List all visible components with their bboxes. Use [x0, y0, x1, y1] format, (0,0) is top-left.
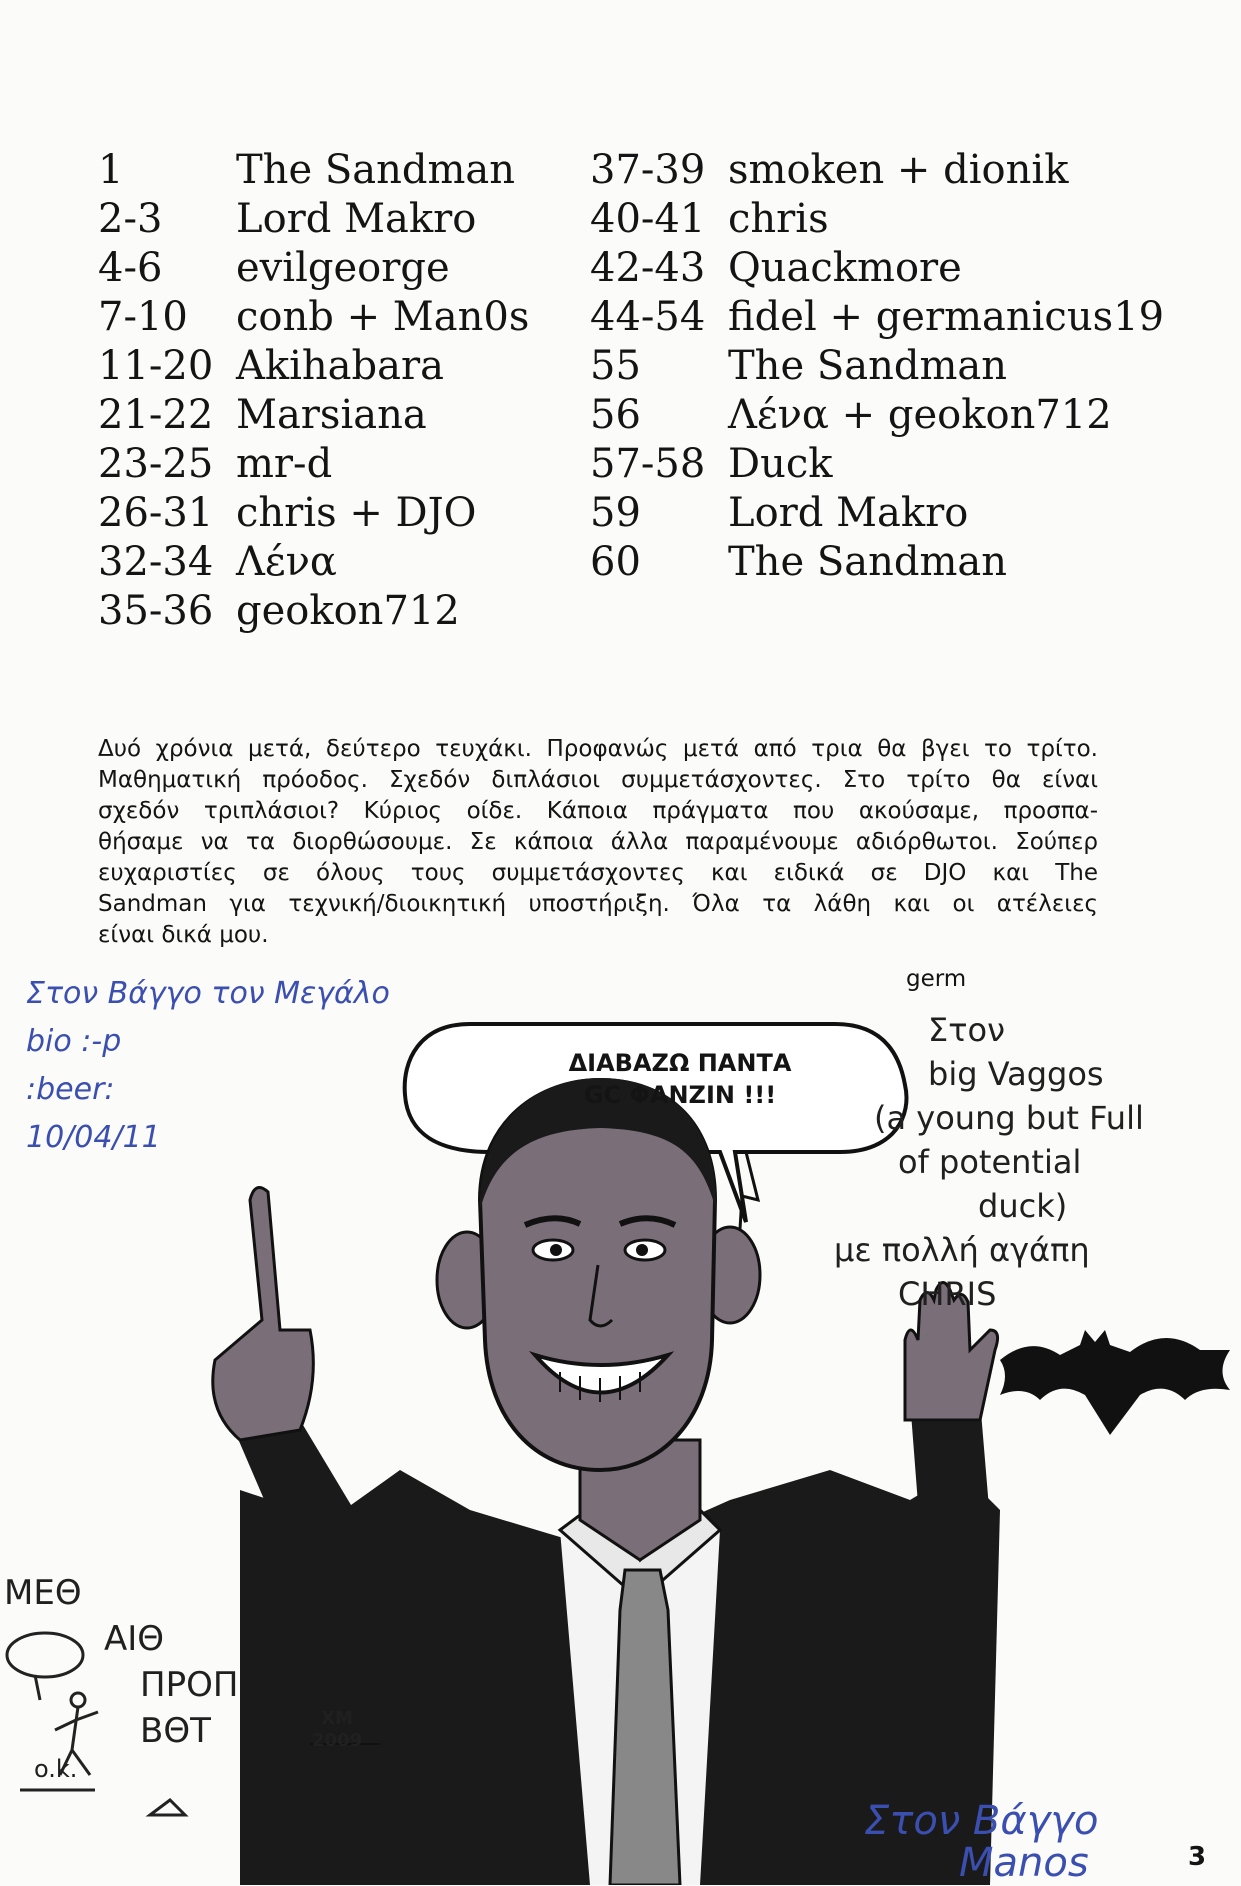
note-line: big Vaggos	[928, 1055, 1104, 1093]
editorial-line: θήσαμε να τα διορθώσουμε. Σε κάποια άλλα παραμένουμε αδιόρθωτοι. Σούπερ	[98, 829, 1098, 855]
tie	[610, 1570, 680, 1885]
speech-line: ΔΙΑΒΑΖΩ ΠΑΝΤΑ	[568, 1049, 792, 1077]
credit-pages: 1	[98, 147, 124, 193]
note-line: (a young but Full	[874, 1099, 1144, 1137]
artist-signature: XM 2009	[312, 1708, 363, 1751]
editorial-line: είναι δικά μου.	[98, 922, 269, 948]
credit-pages: 21-22	[98, 392, 214, 438]
credit-authors: smoken + dionik	[728, 147, 1069, 193]
editorial-signature: germ	[906, 966, 967, 992]
speech-bubble-text	[440, 1047, 920, 1111]
credit-pages: 7-10	[98, 294, 188, 340]
credit-pages: 32-34	[98, 539, 214, 585]
note-line: Στον Βάγγο	[864, 1798, 1099, 1844]
note-line: 10/04/11	[26, 1120, 161, 1155]
credit-authors: chris + DJO	[236, 490, 477, 536]
credit-authors: geokon712	[236, 588, 460, 634]
note-line: Στον Βάγγο τον Μεγάλο	[26, 976, 390, 1011]
credit-pages: 11-20	[98, 343, 214, 389]
credit-authors: Duck	[728, 441, 833, 487]
credit-pages: 55	[590, 343, 641, 389]
editorial-line: ευχαριστίες σε όλους τους συμμετάσχοντες και ειδικά σε DJO και The	[98, 860, 1098, 886]
handwritten-note-left	[26, 970, 390, 1162]
credit-authors: Lord Makro	[236, 196, 477, 242]
credit-pages: 59	[590, 490, 641, 536]
speech-line: GC ΦΑΝΖΙΝ !!!	[583, 1081, 777, 1109]
credit-pages: 4-6	[98, 245, 163, 291]
note-line: Στον	[928, 1011, 1005, 1049]
credit-pages: 37-39	[590, 147, 706, 193]
note-line: :beer:	[26, 1072, 115, 1107]
editorial-line: Sandman για τεχνική/διοικητική υποστήριξη. Όλα τα λάθη και οι ατέλειες	[98, 891, 1098, 917]
credit-pages: 23-25	[98, 441, 214, 487]
note-line: duck)	[978, 1187, 1068, 1225]
credit-authors: chris	[728, 196, 829, 242]
credit-authors: Λένα + geokon712	[728, 392, 1112, 438]
left-hand-pointing	[213, 1188, 314, 1441]
editorial-line: σχεδόν τριπλάσιοι? Κύριος οίδε. Κάποια πράγματα που ακούσαμε, προσπα-	[98, 798, 1098, 824]
handwritten-scrawl	[4, 1570, 238, 1784]
editorial-line: Μαθηματική πρόοδος. Σχεδόν διπλάσιοι συμμετάσχοντες. Στο τρίτο θα είναι	[98, 767, 1098, 793]
scrawl-line: ΑΙΘ	[104, 1619, 165, 1659]
credit-authors: evilgeorge	[236, 245, 450, 291]
credit-pages: 40-41	[590, 196, 706, 242]
note-line: of potential	[898, 1143, 1082, 1181]
scrawl-line: ΠΡΟΠ	[140, 1665, 239, 1705]
bat-icon	[1000, 1330, 1230, 1435]
scrawl-line: ΒΘΤ	[140, 1711, 211, 1751]
credit-authors: Lord Makro	[728, 490, 969, 536]
credit-pages: 60	[590, 539, 641, 585]
handwritten-note-right	[834, 1008, 1144, 1316]
handwritten-note-bottom	[864, 1800, 1099, 1884]
credit-pages: 2-3	[98, 196, 163, 242]
page-number: 3	[1188, 1842, 1207, 1872]
credit-pages: 44-54	[590, 294, 706, 340]
credit-pages: 26-31	[98, 490, 214, 536]
credit-pages: 35-36	[98, 588, 214, 634]
note-line: Manos	[959, 1840, 1089, 1886]
credit-authors: Akihabara	[236, 343, 444, 389]
credit-authors: The Sandman	[236, 147, 515, 193]
editorial-line: Δυό χρόνια μετά, δεύτερο τευχάκι. Προφανώς μετά από τρια θα βγει το τρίτο.	[98, 736, 1098, 762]
note-line: με πολλή αγάπη	[834, 1231, 1090, 1269]
credit-authors: Λένα	[236, 539, 337, 585]
credit-pages: 42-43	[590, 245, 706, 291]
note-line: CHRIS	[898, 1275, 997, 1313]
credit-authors: mr-d	[236, 441, 333, 487]
credit-authors: fidel + germanicus19	[728, 294, 1165, 340]
credit-authors: conb + Man0s	[236, 294, 530, 340]
scrawl-line: o.k.	[34, 1755, 78, 1783]
scrawl-line: ΜΕΘ	[4, 1573, 82, 1613]
credit-authors: Quackmore	[728, 245, 962, 291]
credit-authors: The Sandman	[728, 343, 1007, 389]
credit-pages: 57-58	[590, 441, 706, 487]
credit-pages: 56	[590, 392, 641, 438]
credit-authors: The Sandman	[728, 539, 1007, 585]
credit-authors: Marsiana	[236, 392, 427, 438]
note-line: bio :-p	[26, 1024, 122, 1059]
